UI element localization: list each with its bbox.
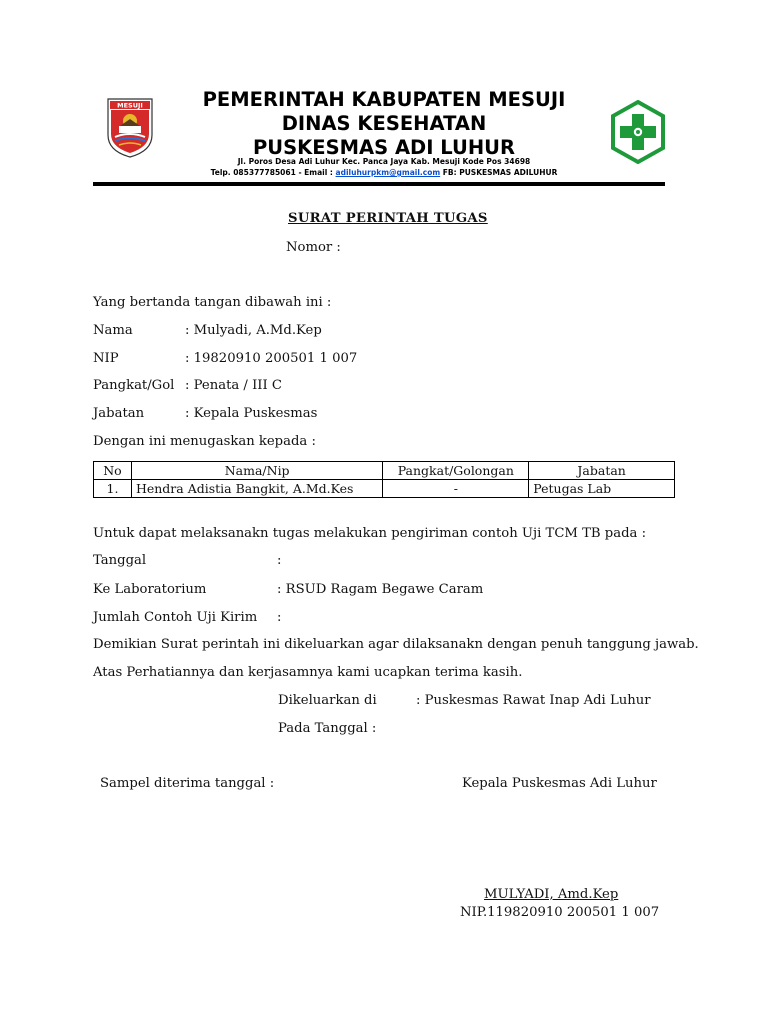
assign-intro: Dengan ini menugaskan kepada :	[93, 434, 316, 449]
column-header-name: Nama/Nip	[131, 462, 382, 480]
issued-at-value: : Puskesmas Rawat Inap Adi Luhur	[416, 693, 651, 708]
signer-name: MULYADI, Amd.Kep	[484, 887, 619, 902]
closing-statement: Demikian Surat perintah ini dikeluarkan agar dilaksanakn dengan penuh tanggung jawab.	[93, 637, 699, 652]
mesuji-regency-emblem-icon	[105, 97, 155, 159]
assignee-table	[93, 461, 675, 498]
cell-position: Petugas Lab	[529, 480, 675, 498]
intro-text: Yang bertanda tangan dibawah ini :	[93, 295, 332, 310]
signer-nip-label: NIP	[93, 351, 119, 366]
closing-thanks: Atas Perhatiannya dan kerjasamnya kami ucapkan terima kasih.	[93, 665, 523, 680]
contact-phone: Telp. 085377785061 - Email :	[210, 168, 336, 177]
letterhead-puskesmas: PUSKESMAS ADI LUHUR	[252, 136, 516, 159]
task-date-value: :	[277, 553, 282, 568]
letterhead-contact	[160, 168, 608, 177]
signer-nip-value: : 19820910 200501 1 007	[185, 351, 358, 366]
task-sample-count-value: :	[277, 610, 282, 625]
issued-at-label: Dikeluarkan di	[278, 693, 377, 708]
svg-text:MESUJI: MESUJI	[117, 101, 143, 110]
cell-name: Hendra Adistia Bangkit, A.Md.Kes	[131, 480, 382, 498]
letterhead-department: DINAS KESEHATAN	[281, 112, 487, 135]
signer-position-label: Jabatan	[93, 406, 145, 421]
column-header-rank: Pangkat/Golongan	[383, 462, 529, 480]
signer-title: Kepala Puskesmas Adi Luhur	[462, 776, 657, 791]
task-date-label: Tanggal	[93, 553, 147, 568]
signer-nip: NIP.119820910 200501 1 007	[460, 905, 660, 920]
puskesmas-green-cross-icon	[610, 100, 666, 164]
contact-facebook: FB: PUSKESMAS ADILUHUR	[440, 168, 558, 177]
task-lab-label: Ke Laboratorium	[93, 582, 207, 597]
cell-rank: -	[383, 480, 529, 498]
signer-rank-value: : Penata / III C	[185, 378, 282, 393]
task-sample-count-label: Jumlah Contoh Uji Kirim	[93, 610, 258, 625]
email-link[interactable]: adiluhurpkm@gmail.com	[335, 168, 441, 177]
issued-date-label: Pada Tanggal :	[278, 721, 377, 736]
table-header-row	[94, 462, 675, 480]
signer-rank-label: Pangkat/Gol	[93, 378, 175, 393]
cell-no: 1.	[94, 480, 132, 498]
letterhead-divider	[93, 182, 665, 186]
letter-number: Nomor :	[286, 240, 341, 255]
signer-position-value: : Kepala Puskesmas	[185, 406, 318, 421]
column-header-position: Jabatan	[529, 462, 675, 480]
table-row	[94, 480, 675, 498]
letterhead-government: PEMERINTAH KABUPATEN MESUJI	[202, 88, 566, 111]
task-lab-value: : RSUD Ragam Begawe Caram	[277, 582, 484, 597]
letter-title: SURAT PERINTAH TUGAS	[288, 211, 488, 226]
signer-name-value: : Mulyadi, A.Md.Kep	[185, 323, 322, 338]
letterhead-address: Jl. Poros Desa Adi Luhur Kec. Panca Jaya Kab. Mesuji Kode Pos 34698	[237, 157, 531, 166]
task-intro: Untuk dapat melaksanakn tugas melakukan pengiriman contoh Uji TCM TB pada :	[93, 526, 647, 541]
column-header-no: No	[94, 462, 132, 480]
sample-received-label: Sampel diterima tanggal :	[100, 776, 275, 791]
signer-name-label: Nama	[93, 323, 133, 338]
